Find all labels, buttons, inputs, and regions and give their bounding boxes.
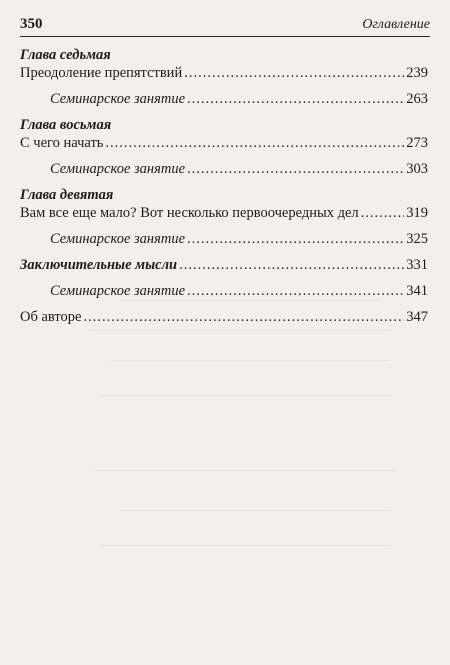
- toc-entry-page: 341: [406, 283, 428, 299]
- show-through-line: [90, 330, 390, 331]
- toc-entry-title: Вам все еще мало? Вот несколько первоочередных дел: [20, 205, 359, 221]
- toc-entry-ch9-seminar[interactable]: [20, 230, 428, 248]
- toc-entry-title: Семинарское занятие: [50, 91, 186, 107]
- show-through-line: [120, 510, 390, 511]
- toc-entry-ch9[interactable]: [20, 204, 428, 222]
- toc-entry-page: 331: [406, 257, 428, 273]
- table-of-contents: [20, 46, 428, 326]
- toc-entry-title: Семинарское занятие: [50, 283, 186, 299]
- toc-entry-final-thoughts[interactable]: [20, 256, 428, 274]
- toc-entry-ch7-seminar[interactable]: [20, 90, 428, 108]
- toc-entry-title: Семинарское занятие: [50, 231, 186, 247]
- dot-leader: [83, 308, 404, 326]
- toc-entry-title: Об авторе: [20, 309, 82, 325]
- dot-leader: [105, 134, 404, 152]
- toc-entry-page: 239: [406, 65, 428, 81]
- toc-entry-page: 347: [406, 309, 428, 325]
- dot-leader: [187, 230, 404, 248]
- show-through-line: [110, 360, 390, 361]
- toc-entry-title: Заключительные мысли: [20, 257, 178, 273]
- toc-entry-page: 325: [406, 231, 428, 247]
- dot-leader: [179, 256, 404, 274]
- dot-leader: [187, 282, 404, 300]
- toc-entry-page: 303: [406, 161, 428, 177]
- chapter-8-heading: Глава восьмая: [20, 117, 112, 133]
- show-through-line: [100, 545, 390, 546]
- dot-leader: [187, 90, 404, 108]
- toc-entry-page: 263: [406, 91, 428, 107]
- page-number: 350: [20, 16, 43, 32]
- toc-entry-ch8[interactable]: [20, 134, 428, 152]
- running-head: Оглавление: [362, 17, 430, 32]
- toc-entry-page: 273: [406, 135, 428, 151]
- toc-entry-page: 319: [406, 205, 428, 221]
- chapter-9-heading: Глава девятая: [20, 187, 114, 203]
- chapter-7-heading: Глава седьмая: [20, 47, 111, 63]
- toc-entry-ch7[interactable]: [20, 64, 428, 82]
- show-through-line: [95, 470, 395, 471]
- page-header: [20, 14, 430, 37]
- dot-leader: [184, 64, 404, 82]
- dot-leader: [187, 160, 404, 178]
- toc-entry-ch8-seminar[interactable]: [20, 160, 428, 178]
- toc-entry-title: С чего начать: [20, 135, 104, 151]
- dot-leader: [361, 204, 405, 222]
- toc-entry-final-seminar[interactable]: [20, 282, 428, 300]
- toc-entry-about-author[interactable]: [20, 308, 428, 326]
- toc-entry-title: Преодоление препятствий: [20, 65, 183, 81]
- toc-entry-title: Семинарское занятие: [50, 161, 186, 177]
- show-through-line: [100, 395, 390, 396]
